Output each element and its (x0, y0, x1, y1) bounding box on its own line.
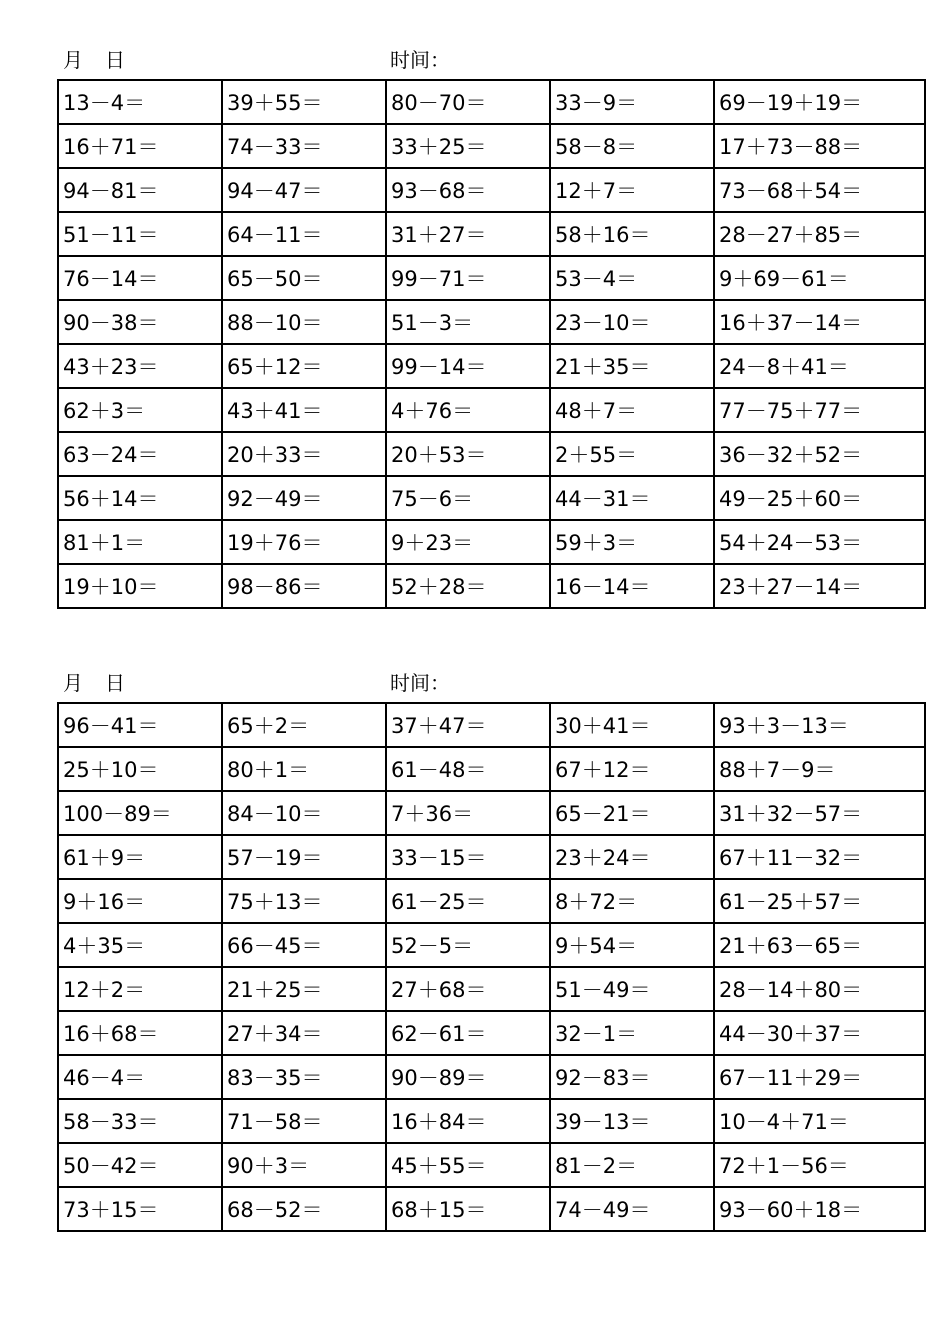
problem-cell: 61＋9＝ (58, 835, 222, 879)
problem-cell: 88＋7－9＝ (714, 747, 925, 791)
problem-cell: 90－38＝ (58, 300, 222, 344)
problem-cell: 77－75＋77＝ (714, 388, 925, 432)
problem-cell: 51－3＝ (386, 300, 550, 344)
problem-cell: 16－14＝ (550, 564, 714, 608)
worksheet-body (58, 80, 925, 608)
problem-cell: 32－1＝ (550, 1011, 714, 1055)
table-row (58, 1187, 925, 1231)
worksheet-section-1 (57, 33, 924, 609)
problem-cell: 45＋55＝ (386, 1143, 550, 1187)
problem-cell: 67＋11－32＝ (714, 835, 925, 879)
table-row (58, 212, 925, 256)
problem-cell: 7＋36＝ (386, 791, 550, 835)
problem-cell: 80－70＝ (386, 80, 550, 124)
problem-cell: 67＋12＝ (550, 747, 714, 791)
problem-cell: 61－25＋57＝ (714, 879, 925, 923)
problem-cell: 23＋27－14＝ (714, 564, 925, 608)
problem-cell: 8＋72＝ (550, 879, 714, 923)
problem-cell: 16＋84＝ (386, 1099, 550, 1143)
problem-cell: 9＋16＝ (58, 879, 222, 923)
problem-cell: 61－48＝ (386, 747, 550, 791)
problem-cell: 96－41＝ (58, 703, 222, 747)
problem-cell: 68－52＝ (222, 1187, 386, 1231)
table-row (58, 923, 925, 967)
section-header (57, 656, 924, 702)
problem-cell: 100－89＝ (58, 791, 222, 835)
table-row (58, 344, 925, 388)
problem-cell: 4＋76＝ (386, 388, 550, 432)
problem-cell: 65－21＝ (550, 791, 714, 835)
problem-cell: 59＋3＝ (550, 520, 714, 564)
problem-cell: 16＋71＝ (58, 124, 222, 168)
problem-cell: 43＋23＝ (58, 344, 222, 388)
table-row (58, 256, 925, 300)
problem-cell: 54＋24－53＝ (714, 520, 925, 564)
problem-cell: 9＋23＝ (386, 520, 550, 564)
problem-cell: 76－14＝ (58, 256, 222, 300)
problem-cell: 39－13＝ (550, 1099, 714, 1143)
table-row (58, 791, 925, 835)
problem-cell: 73－68＋54＝ (714, 168, 925, 212)
table-row (58, 388, 925, 432)
date-label (63, 667, 125, 696)
problem-cell: 10－4＋71＝ (714, 1099, 925, 1143)
problem-cell: 80＋1＝ (222, 747, 386, 791)
time-label: 时间： (390, 671, 450, 695)
problem-cell: 74－49＝ (550, 1187, 714, 1231)
problem-cell: 69－19＋19＝ (714, 80, 925, 124)
problem-cell: 28－14＋80＝ (714, 967, 925, 1011)
problem-cell: 21＋63－65＝ (714, 923, 925, 967)
problem-cell: 57－19＝ (222, 835, 386, 879)
problem-cell: 23＋24＝ (550, 835, 714, 879)
problem-cell: 75＋13＝ (222, 879, 386, 923)
problem-cell: 16＋37－14＝ (714, 300, 925, 344)
problem-cell: 64－11＝ (222, 212, 386, 256)
table-row (58, 80, 925, 124)
table-row (58, 747, 925, 791)
problem-cell: 13－4＝ (58, 80, 222, 124)
problem-cell: 93＋3－13＝ (714, 703, 925, 747)
problem-cell: 43＋41＝ (222, 388, 386, 432)
problem-cell: 66－45＝ (222, 923, 386, 967)
problem-cell: 37＋47＝ (386, 703, 550, 747)
problem-cell: 16＋68＝ (58, 1011, 222, 1055)
problem-cell: 53－4＝ (550, 256, 714, 300)
problem-cell: 92－49＝ (222, 476, 386, 520)
problem-cell: 71－58＝ (222, 1099, 386, 1143)
problem-cell: 65＋12＝ (222, 344, 386, 388)
problem-cell: 58－33＝ (58, 1099, 222, 1143)
day-label: 日 (105, 48, 125, 72)
problem-cell: 62－61＝ (386, 1011, 550, 1055)
table-row (58, 1099, 925, 1143)
problem-cell: 25＋10＝ (58, 747, 222, 791)
problem-cell: 98－86＝ (222, 564, 386, 608)
problem-cell: 52－5＝ (386, 923, 550, 967)
problem-cell: 44－30＋37＝ (714, 1011, 925, 1055)
problem-cell: 65＋2＝ (222, 703, 386, 747)
problem-cell: 51－49＝ (550, 967, 714, 1011)
problem-cell: 23－10＝ (550, 300, 714, 344)
problem-cell: 58－8＝ (550, 124, 714, 168)
problem-cell: 93－68＝ (386, 168, 550, 212)
table-row (58, 564, 925, 608)
worksheet-body (58, 703, 925, 1231)
problem-cell: 44－31＝ (550, 476, 714, 520)
table-row (58, 300, 925, 344)
problem-cell: 20＋33＝ (222, 432, 386, 476)
problem-cell: 33－15＝ (386, 835, 550, 879)
table-row (58, 703, 925, 747)
problem-cell: 39＋55＝ (222, 80, 386, 124)
problem-cell: 90＋3＝ (222, 1143, 386, 1187)
section-header (57, 33, 924, 79)
problem-cell: 92－83＝ (550, 1055, 714, 1099)
table-row (58, 168, 925, 212)
problem-cell: 12＋7＝ (550, 168, 714, 212)
problem-cell: 2＋55＝ (550, 432, 714, 476)
table-row (58, 432, 925, 476)
table-row (58, 967, 925, 1011)
problem-cell: 51－11＝ (58, 212, 222, 256)
problem-cell: 27＋68＝ (386, 967, 550, 1011)
month-label: 月 (63, 671, 83, 695)
problem-cell: 52＋28＝ (386, 564, 550, 608)
month-label: 月 (63, 48, 83, 72)
problem-cell: 88－10＝ (222, 300, 386, 344)
worksheet-table (57, 79, 926, 609)
problem-cell: 94－81＝ (58, 168, 222, 212)
problem-cell: 93－60＋18＝ (714, 1187, 925, 1231)
problem-cell: 48＋7＝ (550, 388, 714, 432)
problem-cell: 58＋16＝ (550, 212, 714, 256)
problem-cell: 9＋54＝ (550, 923, 714, 967)
worksheet-section-2 (57, 656, 924, 1232)
problem-cell: 73＋15＝ (58, 1187, 222, 1231)
problem-cell: 21＋35＝ (550, 344, 714, 388)
problem-cell: 90－89＝ (386, 1055, 550, 1099)
problem-cell: 33＋25＝ (386, 124, 550, 168)
table-row (58, 1011, 925, 1055)
problem-cell: 84－10＝ (222, 791, 386, 835)
problem-cell: 24－8＋41＝ (714, 344, 925, 388)
problem-cell: 75－6＝ (386, 476, 550, 520)
problem-cell: 56＋14＝ (58, 476, 222, 520)
problem-cell: 65－50＝ (222, 256, 386, 300)
worksheet-table (57, 702, 926, 1232)
problem-cell: 12＋2＝ (58, 967, 222, 1011)
problem-cell: 20＋53＝ (386, 432, 550, 476)
problem-cell: 81－2＝ (550, 1143, 714, 1187)
problem-cell: 68＋15＝ (386, 1187, 550, 1231)
problem-cell: 30＋41＝ (550, 703, 714, 747)
problem-cell: 36－32＋52＝ (714, 432, 925, 476)
problem-cell: 31＋32－57＝ (714, 791, 925, 835)
table-row (58, 879, 925, 923)
problem-cell: 31＋27＝ (386, 212, 550, 256)
table-row (58, 476, 925, 520)
problem-cell: 17＋73－88＝ (714, 124, 925, 168)
problem-cell: 62＋3＝ (58, 388, 222, 432)
problem-cell: 33－9＝ (550, 80, 714, 124)
day-label: 日 (105, 671, 125, 695)
problem-cell: 4＋35＝ (58, 923, 222, 967)
problem-cell: 61－25＝ (386, 879, 550, 923)
table-row (58, 520, 925, 564)
table-row (58, 124, 925, 168)
table-row (58, 1055, 925, 1099)
time-label: 时间： (390, 48, 450, 72)
problem-cell: 28－27＋85＝ (714, 212, 925, 256)
problem-cell: 74－33＝ (222, 124, 386, 168)
problem-cell: 81＋1＝ (58, 520, 222, 564)
problem-cell: 99－71＝ (386, 256, 550, 300)
problem-cell: 19＋76＝ (222, 520, 386, 564)
table-row (58, 835, 925, 879)
problem-cell: 19＋10＝ (58, 564, 222, 608)
problem-cell: 63－24＝ (58, 432, 222, 476)
problem-cell: 94－47＝ (222, 168, 386, 212)
problem-cell: 46－4＝ (58, 1055, 222, 1099)
problem-cell: 27＋34＝ (222, 1011, 386, 1055)
problem-cell: 67－11＋29＝ (714, 1055, 925, 1099)
problem-cell: 21＋25＝ (222, 967, 386, 1011)
problem-cell: 99－14＝ (386, 344, 550, 388)
problem-cell: 72＋1－56＝ (714, 1143, 925, 1187)
problem-cell: 50－42＝ (58, 1143, 222, 1187)
problem-cell: 83－35＝ (222, 1055, 386, 1099)
problem-cell: 9＋69－61＝ (714, 256, 925, 300)
problem-cell: 49－25＋60＝ (714, 476, 925, 520)
table-row (58, 1143, 925, 1187)
date-label (63, 44, 125, 73)
